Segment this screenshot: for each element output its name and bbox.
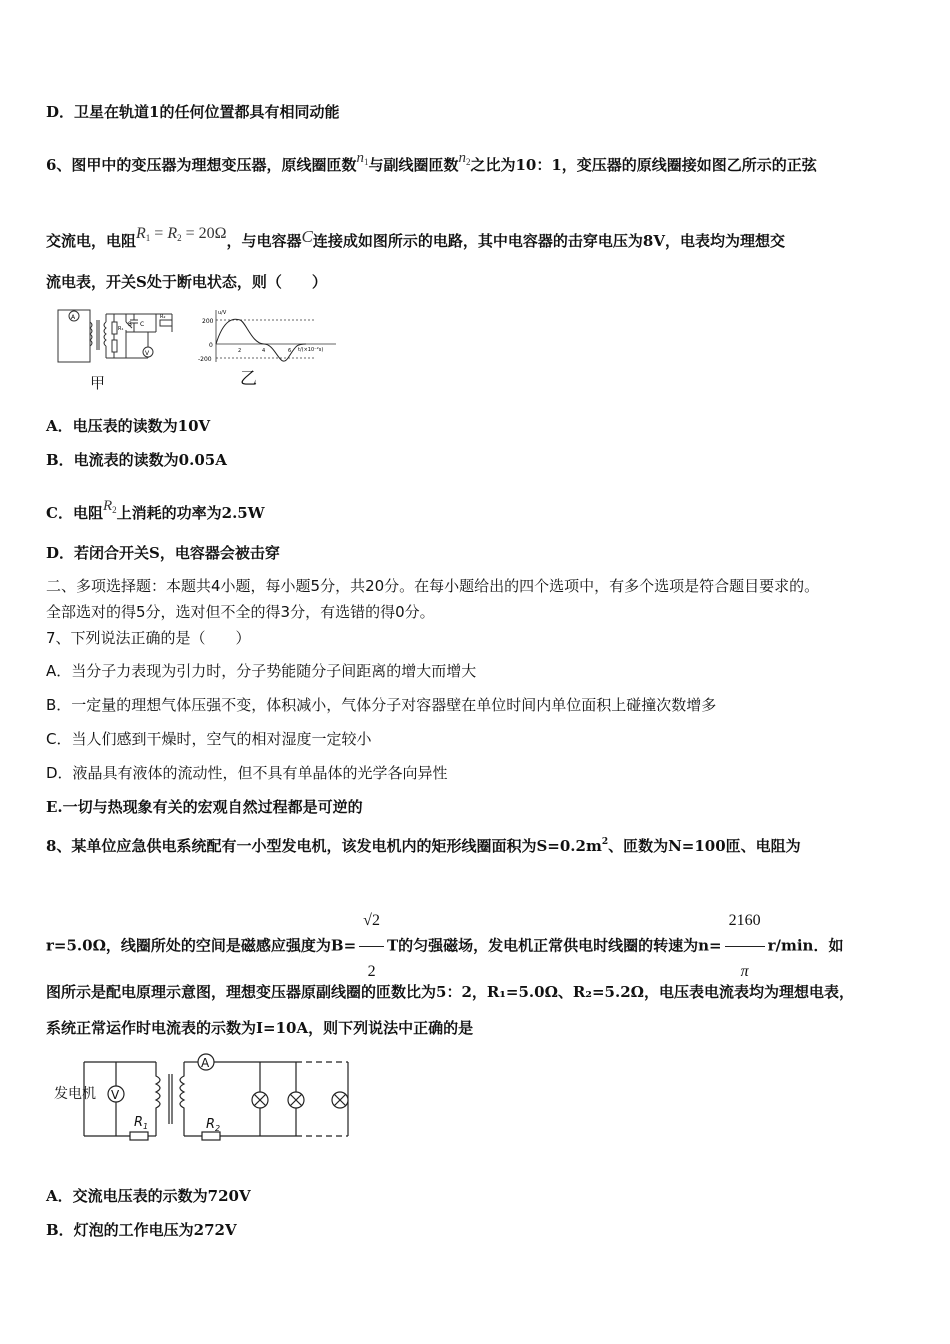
- n2-symbol: $n_2$: [458, 150, 471, 167]
- q7-option-e: E.一切与热现象有关的宏观自然过程都是可逆的: [46, 798, 363, 816]
- q6-intro-c: 之比为10：1，变压器的原线圈接如图乙所示的正弦: [470, 156, 817, 174]
- ammeter-label: A: [71, 314, 76, 321]
- graph-x-unit: t/(×10⁻²s): [298, 347, 324, 353]
- graph-x-tick-2: 2: [238, 348, 242, 354]
- graph-y-bottom: -200: [198, 356, 212, 363]
- q8-line1-b: 、匝数为N=100匝、电阻为: [608, 837, 801, 855]
- q6-option-c-a: C．电阻: [46, 504, 103, 522]
- q6-line2-b: ，与电容器: [226, 232, 302, 250]
- graph-y-zero: 0: [209, 342, 213, 349]
- q8-circuit-diagram: [52, 1050, 362, 1146]
- q6-stem-line1: [46, 148, 817, 175]
- r-equation: $R_1 = R_2 = 20\Omega$: [136, 225, 227, 243]
- voltmeter-label: V: [145, 350, 150, 357]
- q6-option-d: D．若闭合开关S，电容器会被击穿: [46, 544, 280, 562]
- capacitor-symbol: C: [301, 227, 313, 246]
- cap-label: C: [140, 321, 145, 328]
- q5-option-d: D．卫星在轨道1的任何位置都具有相同动能: [46, 103, 340, 121]
- graph-x-tick-6: 6: [288, 348, 292, 354]
- q7-option-b: B．一定量的理想气体压强不变，体积减小，气体分子对容器壁在单位时间内单位面积上碰撞次数增多: [46, 696, 717, 714]
- q8-line4: 系统正常运作时电流表的示数为I=10A，则下列说法中正确的是: [46, 1019, 474, 1037]
- graph-y-unit: u/V: [218, 310, 227, 316]
- figure-jia-circuit: [48, 306, 184, 394]
- q8-line2-c: r/min．如: [767, 936, 844, 955]
- q6-stem-line2: [46, 224, 785, 251]
- q7-stem: 7、下列说法正确的是（ ）: [46, 629, 251, 647]
- fraction-n: $\frac{2160}{\pi}$: [725, 898, 765, 995]
- q6-intro-a: 6、图甲中的变压器为理想变压器，原线圈匝数: [46, 156, 357, 174]
- area-unit-exponent: 2: [601, 837, 609, 847]
- q8-r1-label: $R_1$: [134, 1115, 149, 1131]
- q8-option-b: B．灯泡的工作电压为272V: [46, 1221, 237, 1239]
- q6-stem-line3: 流电表，开关S处于断电状态，则（ ）: [46, 273, 327, 291]
- q7-option-c: C．当人们感到干燥时，空气的相对湿度一定较小: [46, 730, 372, 748]
- figure-jia-caption: 甲: [90, 374, 106, 392]
- q8-voltmeter-label: V: [111, 1088, 120, 1102]
- q8-line2: [46, 898, 843, 995]
- q6-option-b: B．电流表的读数为0.05A: [46, 451, 227, 469]
- q8-line2-a: r=5.0Ω，线圈所处的空间是磁感应强度为B=: [46, 936, 357, 955]
- n1-symbol: $n_1$: [356, 150, 369, 167]
- q8-r2-label: $R_2$: [206, 1117, 221, 1133]
- q7-option-d: D．液晶具有液体的流动性，但不具有单晶体的光学各向异性: [46, 764, 448, 782]
- q6-option-a: A．电压表的读数为10V: [46, 417, 211, 435]
- q6-line2-a: 交流电，电阻: [46, 232, 137, 250]
- switch-label: S: [128, 321, 132, 328]
- r2-symbol: $R_2$: [102, 498, 117, 515]
- q6-intro-b: 与副线圈匝数: [368, 156, 459, 174]
- q6-option-c: [46, 496, 265, 523]
- r1-label: R₁: [118, 326, 124, 332]
- q7-option-a: A．当分子力表现为引力时，分子势能随分子间距离的增大而增大: [46, 662, 477, 680]
- q8-line3: 图所示是配电原理示意图，理想变压器原副线圈的匝数比为5：2，R₁=5.0Ω、R₂=5.2Ω，电压表电流表均为理想电表，: [46, 983, 854, 1001]
- q8-line1: [46, 832, 801, 856]
- section2-line2: 全部选对的得5分，选对但不全的得3分，有选错的得0分。: [46, 603, 435, 621]
- r2-label: R₂: [160, 314, 166, 320]
- q8-ammeter-label: A: [201, 1056, 210, 1070]
- fraction-b: $\frac{√2}{2}$: [359, 898, 384, 995]
- generator-label: 发电机: [54, 1086, 96, 1102]
- q8-option-a: A．交流电压表的示数为720V: [46, 1187, 251, 1205]
- graph-x-tick-4: 4: [262, 348, 266, 354]
- q8-line1-a: 8、某单位应急供电系统配有一小型发电机，该发电机内的矩形线圈面积为S=0.2m: [46, 837, 602, 855]
- q6-option-c-b: 上消耗的功率为2.5W: [116, 504, 265, 522]
- graph-y-top: 200: [202, 318, 214, 325]
- q8-line2-b: T的匀强磁场，发电机正常供电时线圈的转速为n=: [386, 936, 722, 955]
- figure-yi-graph: [196, 306, 344, 394]
- q6-line2-c: 连接成如图所示的电路，其中电容器的击穿电压为8V，电表均为理想交: [312, 232, 785, 250]
- section2-line1: 二、多项选择题：本题共4小题，每小题5分，共20分。在每小题给出的四个选项中，有多个选项是符合题目要求的。: [46, 577, 820, 595]
- figure-yi-caption: 乙: [240, 369, 257, 389]
